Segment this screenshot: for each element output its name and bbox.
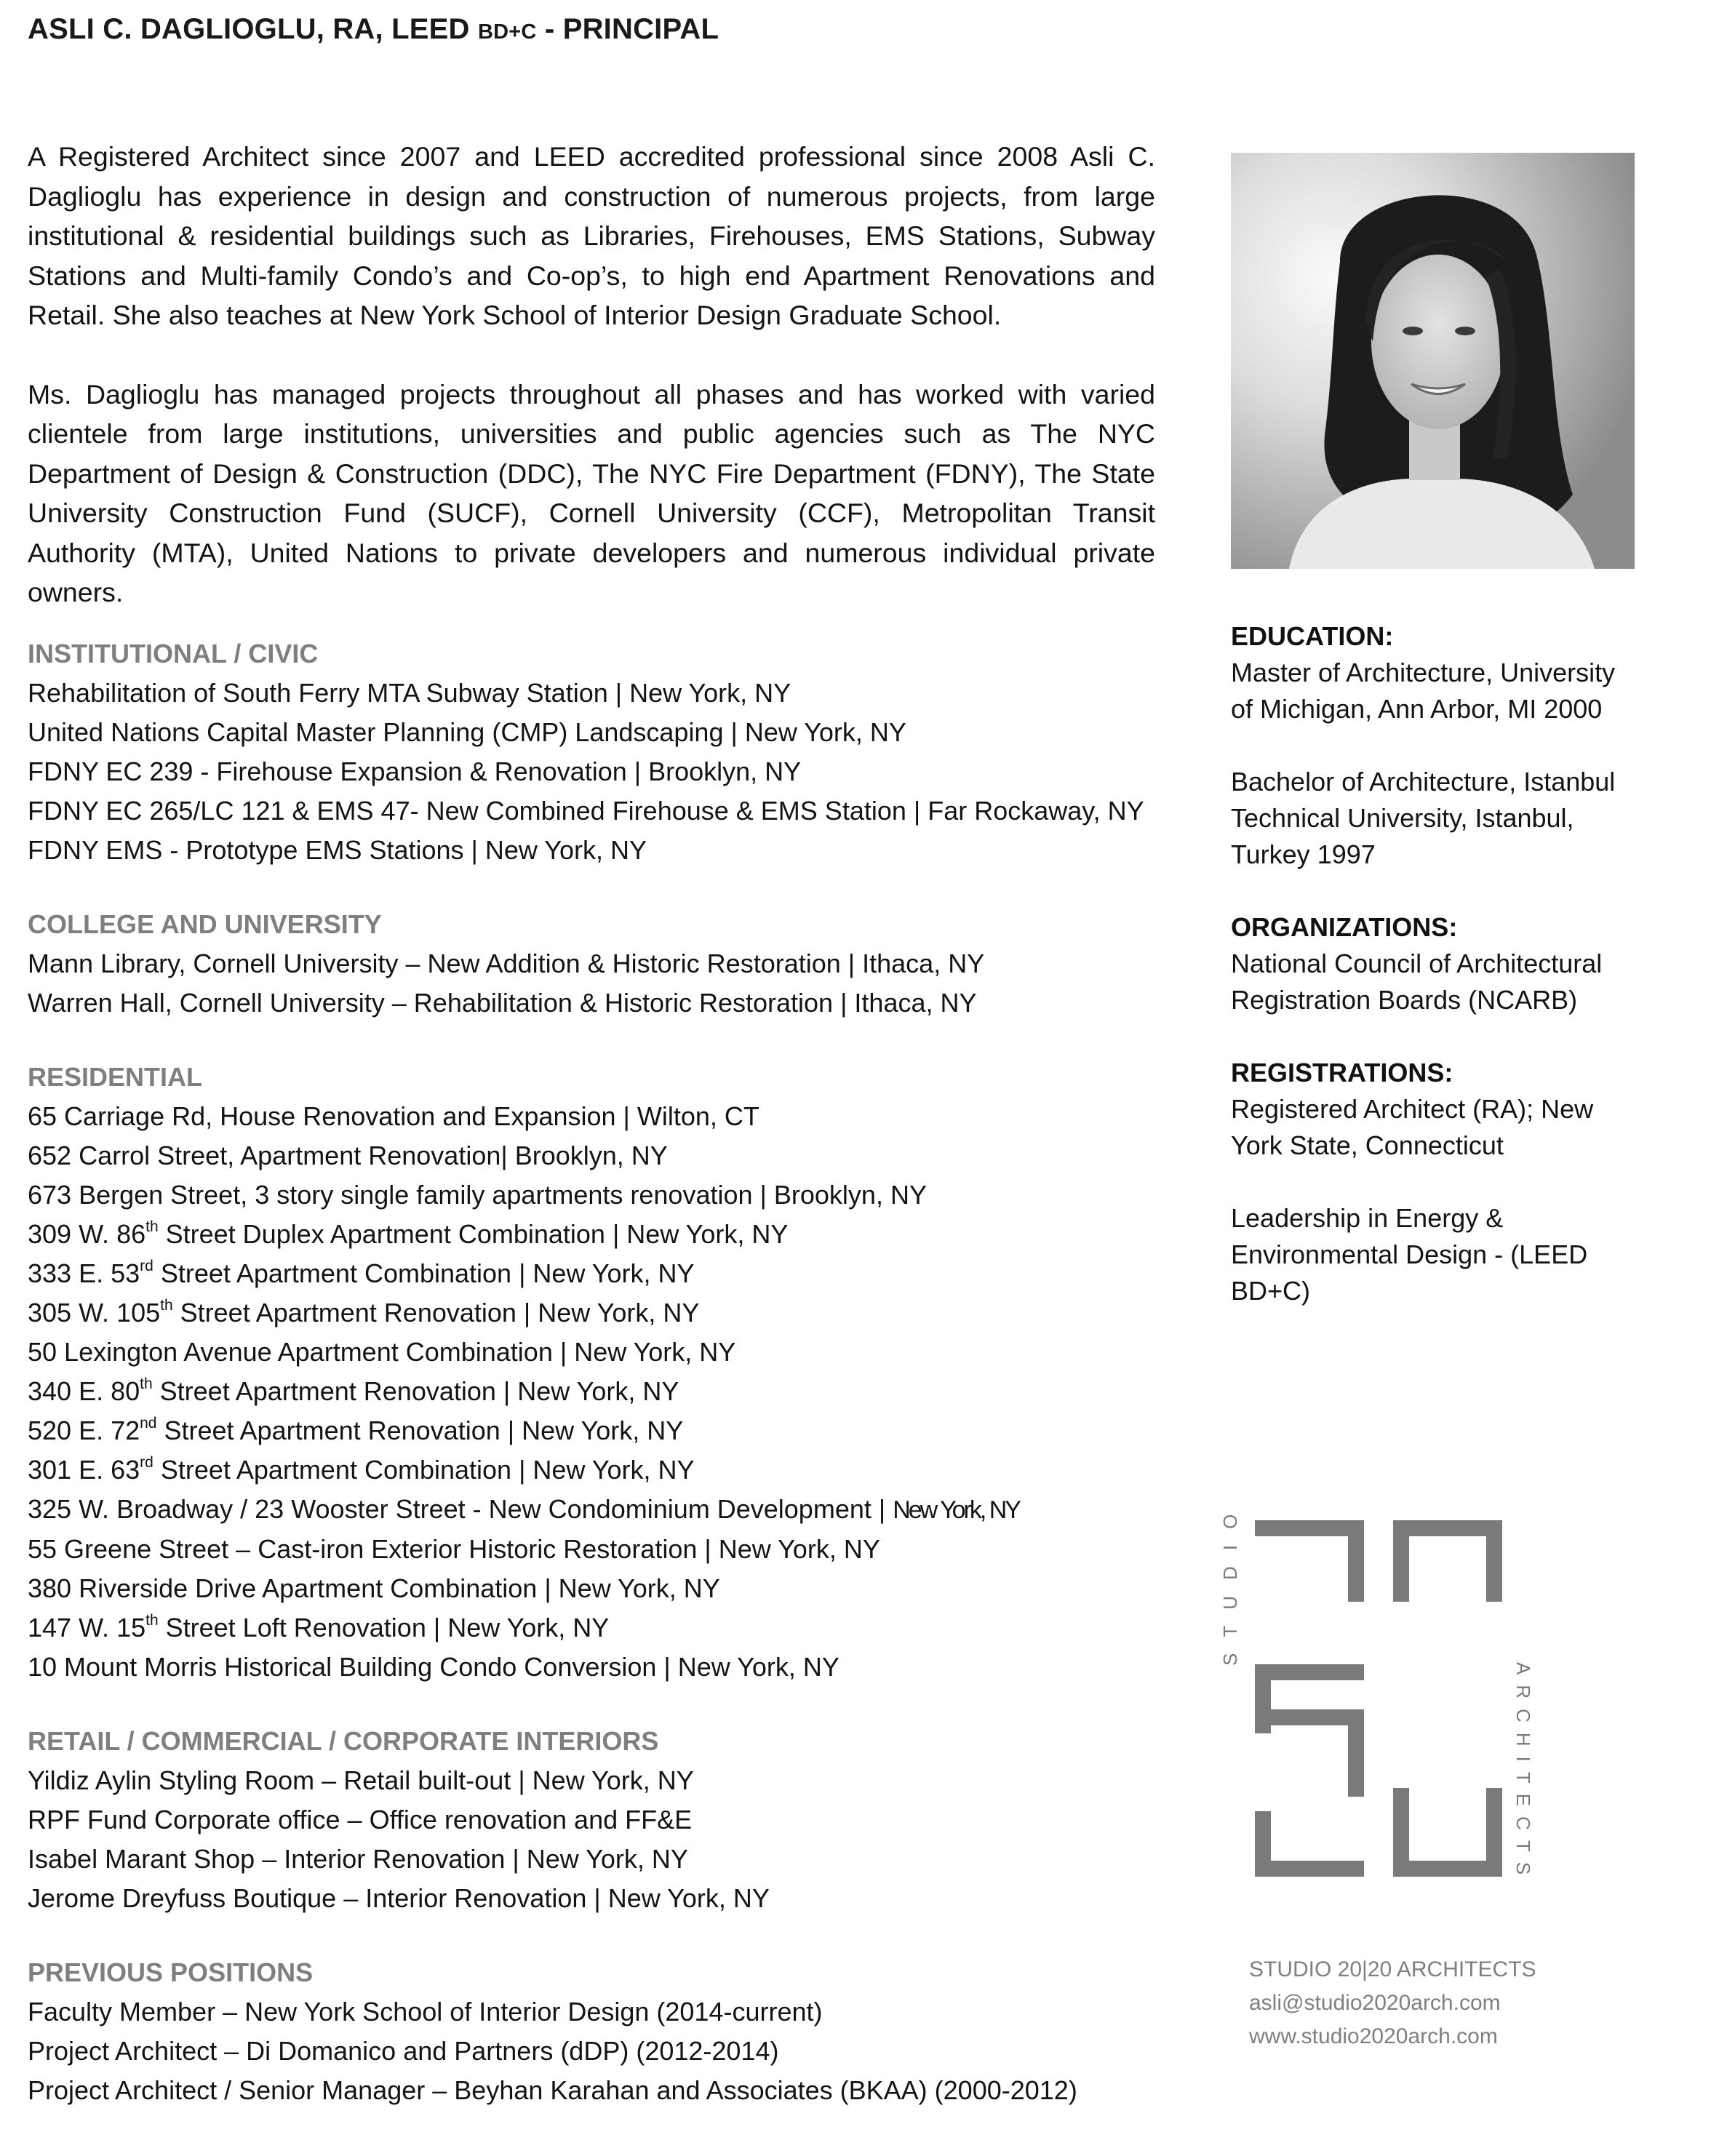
page-title bbox=[28, 13, 719, 46]
sidebar bbox=[1231, 618, 1667, 1309]
education-heading: EDUCATION: bbox=[1231, 621, 1394, 651]
list-item: 340 E. 80th Street Apartment Renovation | New York, NY bbox=[28, 1375, 679, 1406]
list-item: FDNY EMS - Prototype EMS Stations | New York, NY bbox=[28, 834, 647, 865]
list-item: RPF Fund Corporate office – Office renovation and FF&E bbox=[28, 1804, 693, 1834]
registrations-heading: REGISTRATIONS: bbox=[1231, 1058, 1453, 1087]
portrait-photo bbox=[1231, 153, 1635, 569]
main-column bbox=[28, 137, 1155, 2110]
organization-line: National Council of Architectural bbox=[1231, 949, 1603, 978]
list-item: Warren Hall, Cornell University – Rehabilitation & Historic Restoration | Ithaca, NY bbox=[28, 987, 977, 1018]
list-item: Jerome Dreyfuss Boutique – Interior Renovation | New York, NY bbox=[28, 1882, 770, 1913]
list-item: 305 W. 105th Street Apartment Renovation | New York, NY bbox=[28, 1296, 700, 1327]
list-item: FDNY EC 265/LC 121 & EMS 47- New Combined Firehouse & EMS Station | Far Rockaway, NY bbox=[28, 795, 1144, 826]
section-heading-residential: RESIDENTIAL bbox=[28, 1061, 203, 1092]
list-item: Faculty Member – New York School of Interior Design (2014-current) bbox=[28, 1996, 823, 2027]
education-line: Bachelor of Architecture, Istanbul bbox=[1231, 767, 1616, 796]
bio-paragraph-2: Ms. Daglioglu has managed projects throughout all phases and has worked with varied clientele from large institutions, universities and public agencies such as The NYC Department of Design & Construction (DDC), The NYC Fire Department (FDNY), The State University Construction Fund (SUCF), Cornell University (CCF), Metropolitan Transit Authority (MTA), United Nations to private developers and numerous individual private owners. bbox=[28, 378, 1155, 607]
logo-mark bbox=[1208, 1506, 1542, 1899]
list-item: 55 Greene Street – Cast-iron Exterior Historic Restoration | New York, NY bbox=[28, 1533, 880, 1564]
education-line: Turkey 1997 bbox=[1231, 839, 1376, 869]
list-item: Yildiz Aylin Styling Room – Retail built-out | New York, NY bbox=[28, 1765, 694, 1795]
education-line: Master of Architecture, University bbox=[1231, 658, 1616, 687]
credential: BD+C bbox=[477, 20, 537, 44]
studio-logo bbox=[1208, 1506, 1542, 1899]
registration-line: BD+C) bbox=[1231, 1276, 1311, 1306]
role: - PRINCIPAL bbox=[544, 13, 719, 45]
list-item: 65 Carriage Rd, House Renovation and Expansion | Wilton, CT bbox=[28, 1101, 759, 1131]
list-item: Mann Library, Cornell University – New Addition & Historic Restoration | Ithaca, NY bbox=[28, 948, 985, 978]
section-heading-retail: RETAIL / COMMERCIAL / CORPORATE INTERIORS bbox=[28, 1725, 659, 1756]
organizations-heading: ORGANIZATIONS: bbox=[1231, 912, 1458, 942]
list-item: Project Architect / Senior Manager – Beyhan Karahan and Associates (BKAA) (2000-2012) bbox=[28, 2075, 1077, 2105]
list-item: United Nations Capital Master Planning (CMP) Landscaping | New York, NY bbox=[28, 716, 906, 747]
email-link[interactable]: asli@studio2020arch.com bbox=[1249, 1991, 1501, 2015]
registration-line: York State, Connecticut bbox=[1231, 1130, 1504, 1160]
website-link[interactable]: www.studio2020arch.com bbox=[1249, 2024, 1498, 2048]
list-item: 380 Riverside Drive Apartment Combination | New York, NY bbox=[28, 1573, 720, 1603]
list-item: 10 Mount Morris Historical Building Condo Conversion | New York, NY bbox=[28, 1651, 839, 1682]
organization-line: Registration Boards (NCARB) bbox=[1231, 985, 1578, 1015]
list-item: Rehabilitation of South Ferry MTA Subway Station | New York, NY bbox=[28, 677, 791, 708]
list-item: 309 W. 86th Street Duplex Apartment Combination | New York, NY bbox=[28, 1218, 789, 1249]
logo-left-text: STUDIO bbox=[1219, 1506, 1241, 1666]
bio-paragraph-1: A Registered Architect since 2007 and LEED accredited professional since 2008 Asli C. Daglioglu has experience in design and construction of numerous projects, from large institutional & residential buildings such as Libraries, Firehouses, EMS Stations, Subway Stations and Multi-family Condo’s and Co-op’s, to high end Apartment Renovations and Retail. She also teaches at New York School of Interior Design Graduate School. bbox=[28, 141, 1155, 330]
section-heading-institutional: INSTITUTIONAL / CIVIC bbox=[28, 638, 319, 668]
section-heading-positions: PREVIOUS POSITIONS bbox=[28, 1957, 314, 1987]
registration-line: Environmental Design - (LEED bbox=[1231, 1239, 1588, 1269]
name: ASLI C. DAGLIOGLU, RA, LEED bbox=[28, 13, 470, 45]
list-item: 325 W. Broadway / 23 Wooster Street - New Condominium Development | New York, NY bbox=[28, 1493, 1019, 1524]
contact-block bbox=[1249, 1953, 1536, 2053]
registration-line: Leadership in Energy & bbox=[1231, 1203, 1504, 1233]
education-line: of Michigan, Ann Arbor, MI 2000 bbox=[1231, 694, 1603, 724]
list-item: 652 Carrol Street, Apartment Renovation| Brooklyn, NY bbox=[28, 1140, 668, 1170]
registration-line: Registered Architect (RA); New bbox=[1231, 1094, 1594, 1124]
education-line: Technical University, Istanbul, bbox=[1231, 803, 1574, 833]
section-heading-college: COLLEGE AND UNIVERSITY bbox=[28, 909, 382, 939]
project-sections bbox=[28, 634, 1155, 2110]
list-item: Project Architect – Di Domanico and Partners (dDP) (2012-2014) bbox=[28, 2035, 779, 2066]
list-item: 50 Lexington Avenue Apartment Combination | New York, NY bbox=[28, 1336, 736, 1367]
list-item: 301 E. 63rd Street Apartment Combination | New York, NY bbox=[28, 1453, 695, 1485]
list-item: 333 E. 53rd Street Apartment Combination | New York, NY bbox=[28, 1257, 695, 1288]
list-item: FDNY EC 239 - Firehouse Expansion & Renovation | Brooklyn, NY bbox=[28, 756, 802, 786]
list-item: Isabel Marant Shop – Interior Renovation | New York, NY bbox=[28, 1843, 688, 1874]
logo-right-text: ARCHITECTS bbox=[1512, 1662, 1534, 1885]
list-item: 520 E. 72nd Street Apartment Renovation | New York, NY bbox=[28, 1414, 684, 1445]
list-item: 147 W. 15th Street Loft Renovation | New York, NY bbox=[28, 1611, 610, 1642]
firm-name: STUDIO 20|20 ARCHITECTS bbox=[1249, 1957, 1536, 1981]
list-item: 673 Bergen Street, 3 story single family apartments renovation | Brooklyn, NY bbox=[28, 1179, 927, 1210]
portrait-illustration bbox=[1231, 153, 1635, 569]
